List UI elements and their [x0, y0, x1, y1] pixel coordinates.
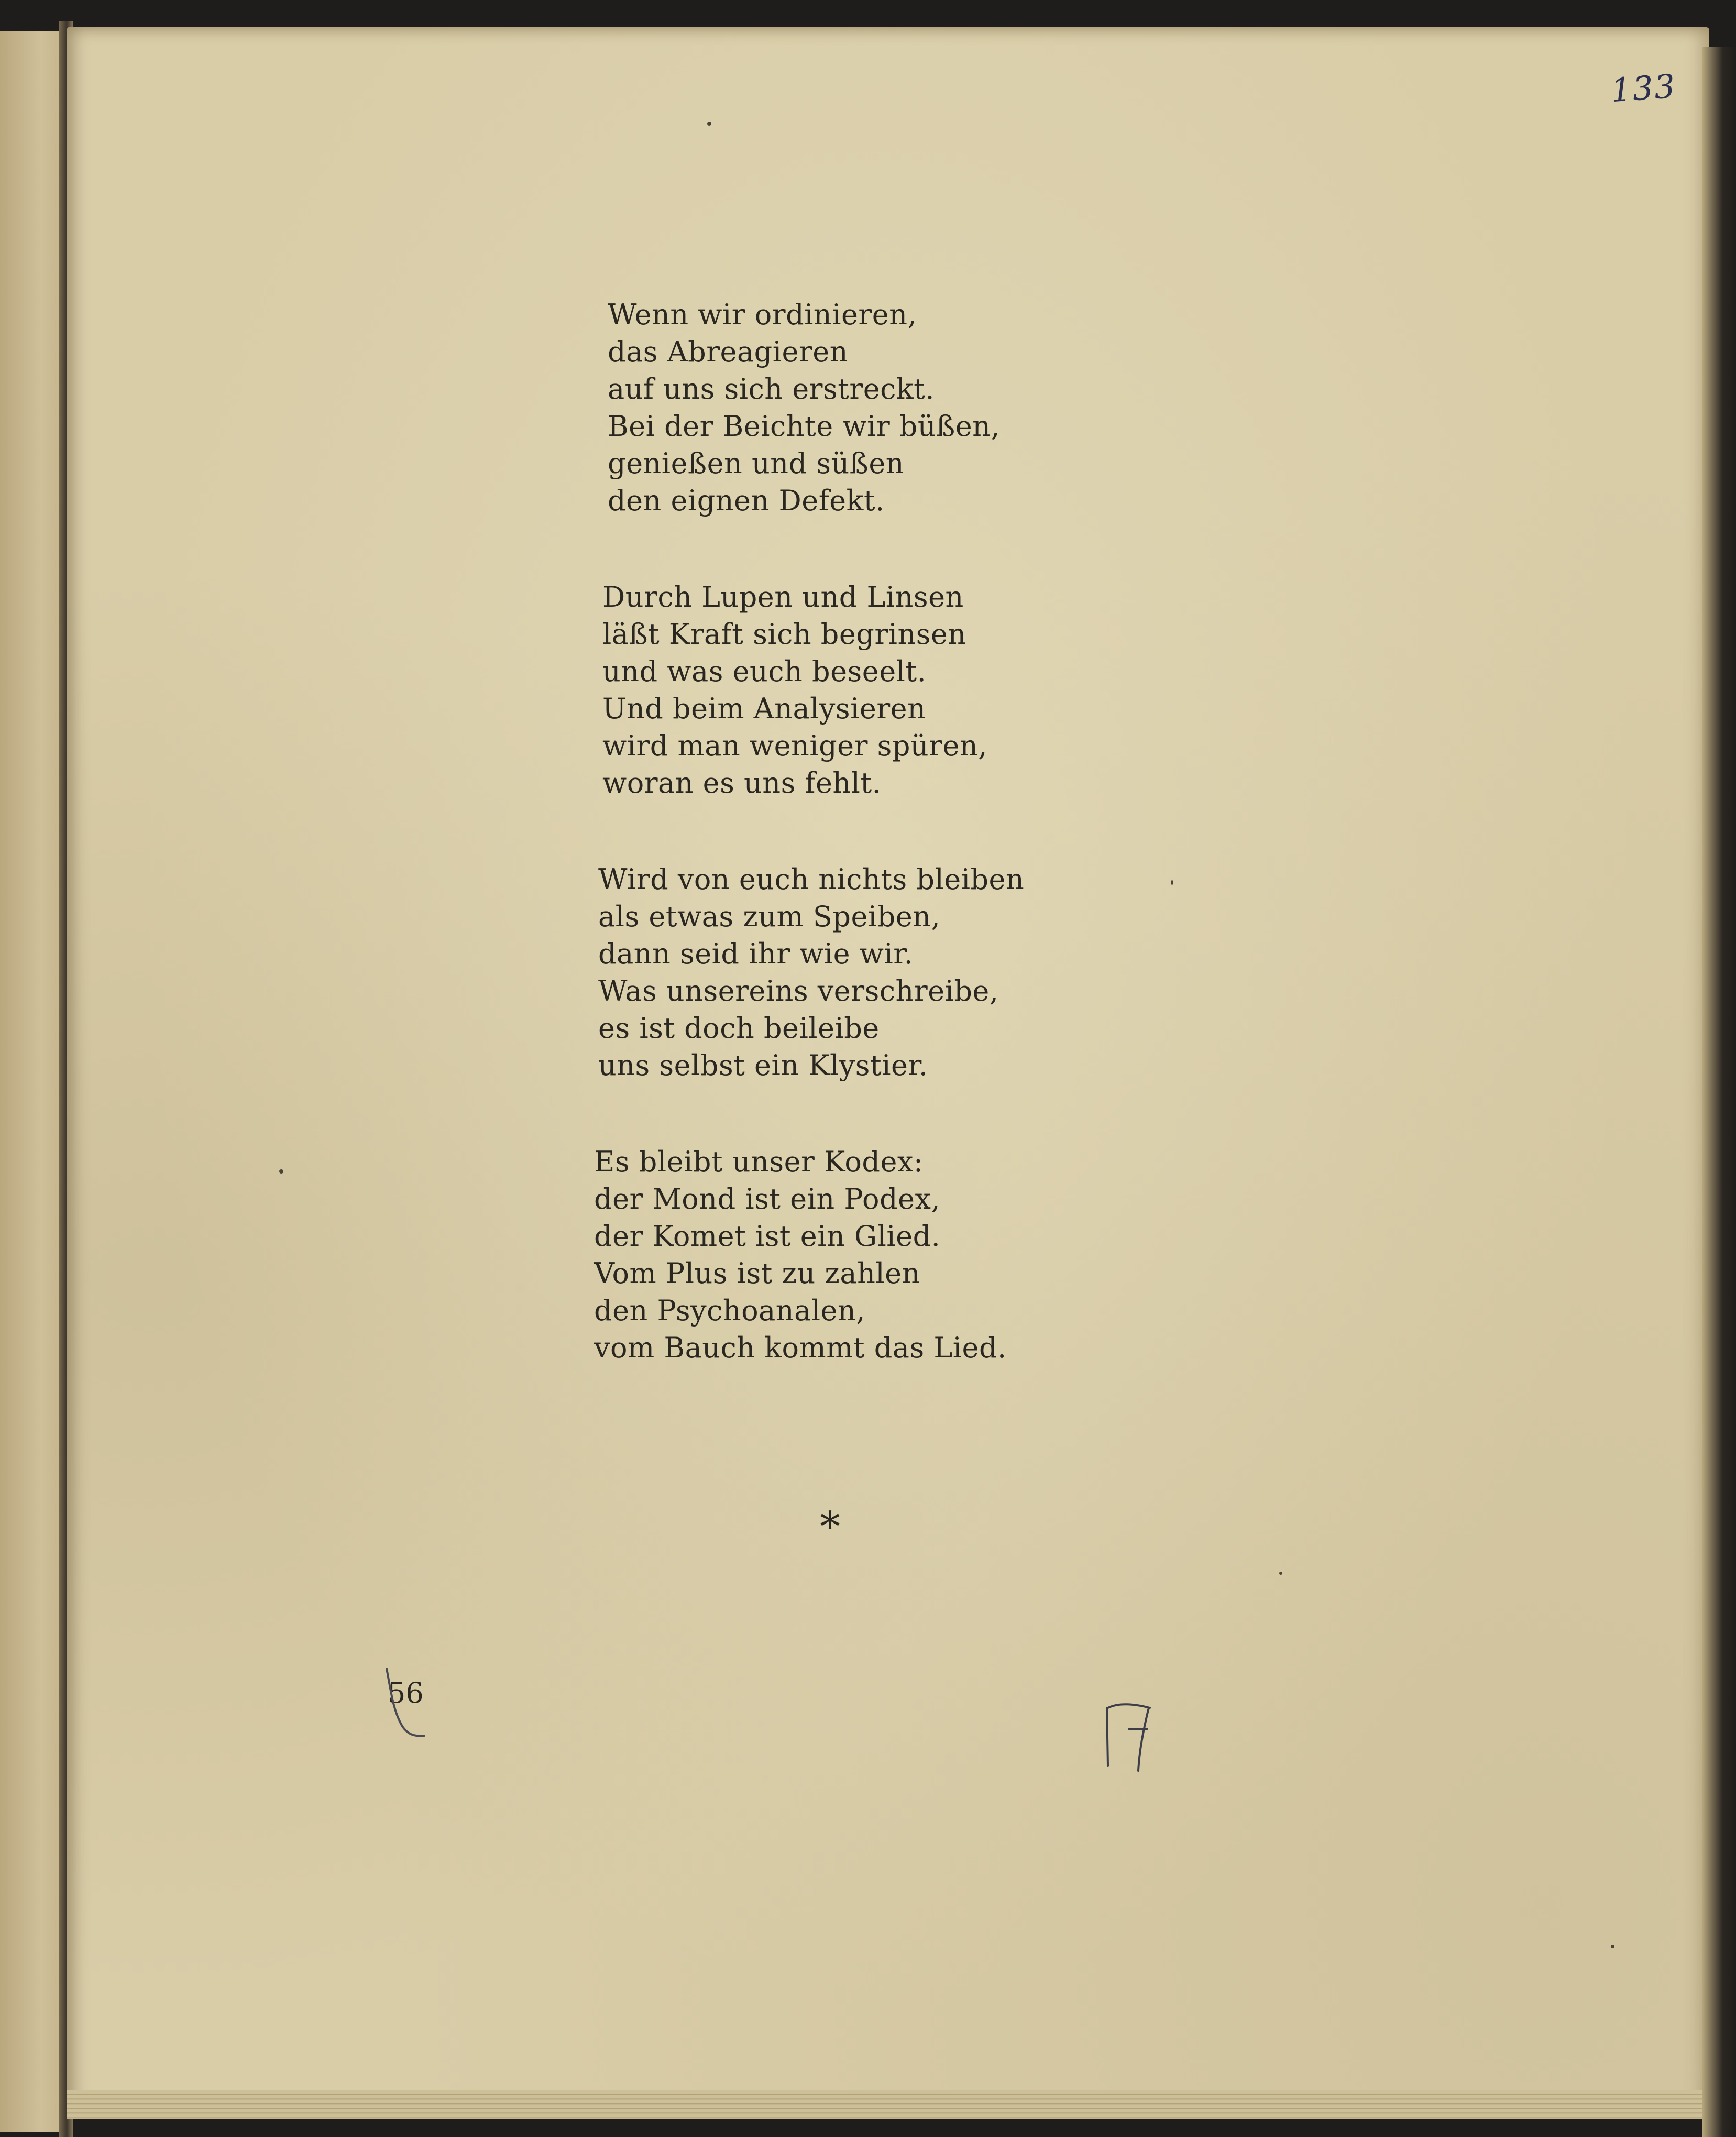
right-cover-edge	[1702, 47, 1736, 2137]
page-stack-edge	[67, 2090, 1709, 2119]
poem-line: Was unsereins verschreibe,	[598, 974, 999, 1007]
facing-page-edge	[0, 31, 68, 2132]
poem-line: Es bleibt unser Kodex:	[594, 1145, 924, 1178]
poem-line: woran es uns fehlt.	[602, 766, 882, 799]
poem-line: genießen und süßen	[608, 447, 905, 480]
poem-line: Vom Plus ist zu zahlen	[594, 1257, 920, 1290]
poem-line: Bei der Beichte wir büßen,	[608, 410, 1001, 443]
poem-line: Wird von euch nichts bleiben	[598, 863, 1025, 896]
poem	[594, 296, 1184, 1426]
stanza-3	[598, 861, 1184, 1084]
stanza-2	[602, 578, 1184, 802]
printed-page-number: 56	[388, 1676, 424, 1709]
paper-speck	[279, 1169, 283, 1174]
paper-speck	[707, 122, 711, 126]
section-asterisk: *	[820, 1504, 840, 1551]
pencil-mark-left	[381, 1663, 434, 1742]
poem-line: der Mond ist ein Podex,	[594, 1182, 941, 1215]
poem-line: den eignen Defekt.	[608, 484, 885, 517]
archive-folio-number: 133	[1609, 67, 1677, 110]
poem-line: der Komet ist ein Glied.	[594, 1220, 941, 1253]
poem-line: dann seid ihr wie wir.	[598, 937, 914, 970]
pencil-mark-right	[1097, 1692, 1166, 1776]
poem-line: Wenn wir ordinieren,	[608, 298, 917, 331]
poem-line: den Psychoanalen,	[594, 1294, 865, 1327]
poem-line: Durch Lupen und Linsen	[602, 580, 964, 613]
poem-line: Und beim Analysieren	[602, 692, 926, 725]
poem-line: auf uns sich erstreckt.	[608, 372, 935, 406]
poem-line: läßt Kraft sich begrinsen	[602, 618, 966, 651]
poem-line: es ist doch beileibe	[598, 1012, 880, 1045]
poem-line: das Abreagieren	[608, 335, 849, 368]
paper-speck	[1611, 1945, 1614, 1948]
stanza-4	[594, 1143, 1184, 1366]
stanza-1	[608, 296, 1184, 519]
poem-line: uns selbst ein Klystier.	[598, 1049, 928, 1082]
paper-speck	[1171, 880, 1173, 885]
poem-line: als etwas zum Speiben,	[598, 900, 941, 933]
poem-line: wird man weniger spüren,	[602, 729, 987, 762]
paper-speck	[1279, 1572, 1282, 1575]
poem-line: vom Bauch kommt das Lied.	[594, 1331, 1007, 1364]
poem-line: und was euch beseelt.	[602, 655, 927, 688]
